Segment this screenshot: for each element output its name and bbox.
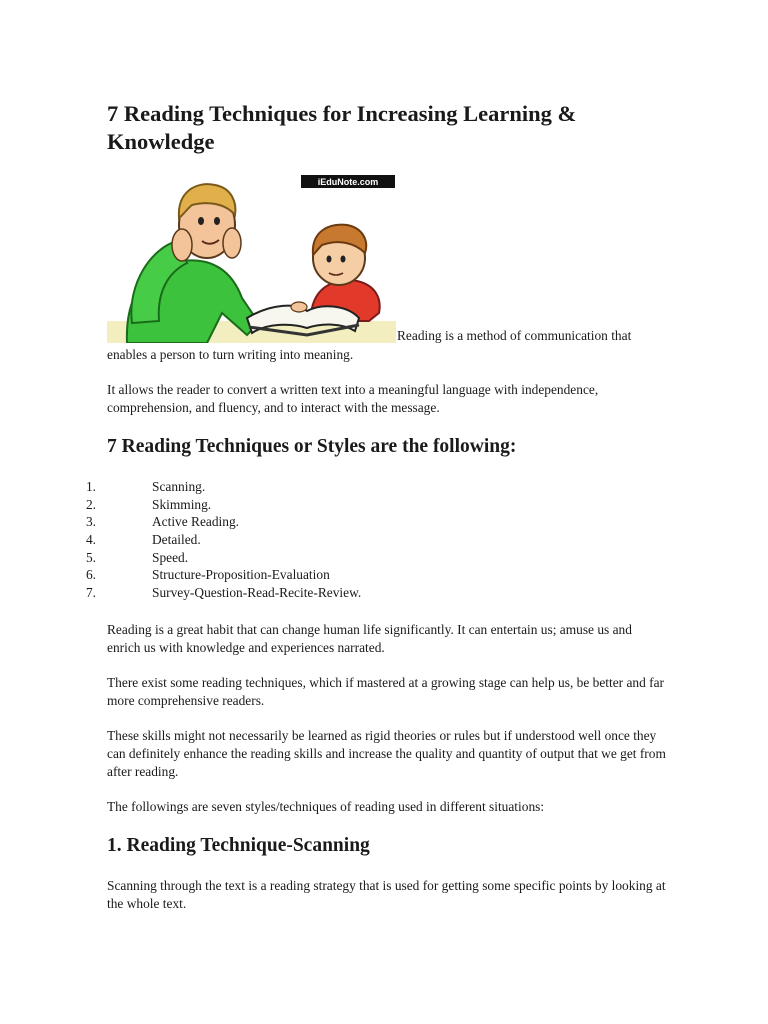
list-item-number: 4. — [85, 532, 96, 548]
list-item — [0, 566, 500, 584]
list-item — [0, 478, 500, 496]
list-item-number: 2. — [85, 496, 96, 512]
list-item — [0, 496, 500, 514]
paragraph-allows: It allows the reader to convert a written text into a meaningful language with independence, comprehension, and fluency, and to interact with the message. — [107, 382, 599, 415]
list-item — [0, 549, 500, 567]
techniques-list — [0, 478, 500, 602]
section-heading-scanning: 1. Reading Technique-Scanning — [107, 835, 370, 856]
paragraph-followings: The followings are seven styles/techniques of reading used in different situations: — [107, 799, 545, 814]
list-item-text: Survey-Question-Read-Recite-Review. — [152, 585, 362, 601]
paragraph-scanning: Scanning through the text is a reading strategy that is used for getting some specific points by looking at the whole text. — [107, 878, 666, 911]
list-item-text: Structure-Proposition-Evaluation — [152, 567, 330, 583]
list-item — [0, 513, 500, 531]
list-item-number: 3. — [85, 514, 96, 530]
page-title: 7 Reading Techniques for Increasing Learning & Knowledge — [107, 101, 577, 154]
list-item — [0, 531, 500, 549]
list-item-text: Speed. — [152, 549, 189, 565]
illustration-father-son-reading — [107, 173, 396, 343]
intro-text-start: Reading is a method of communication that — [397, 328, 632, 343]
list-item-number: 5. — [85, 549, 96, 565]
list-item-text: Detailed. — [152, 532, 201, 548]
list-item-text: Active Reading. — [152, 514, 240, 530]
intro-text-continued: enables a person to turn writing into meaning. — [107, 347, 354, 362]
list-item-number: 1. — [85, 479, 96, 494]
paragraph-skills: These skills might not necessarily be learned as rigid theories or rules but if understood well once they can definitely enhance the reading skills and increase the quality and quantity of output that we get from after reading. — [107, 728, 666, 779]
paragraph-techniques-exist: There exist some reading techniques, which if mastered at a growing stage can help us, be better and far more comprehensive readers. — [107, 675, 664, 708]
illustration-image — [107, 173, 396, 343]
list-item — [0, 584, 500, 602]
list-item-text: Scanning. — [152, 479, 206, 494]
list-heading: 7 Reading Techniques or Styles are the following: — [107, 436, 517, 457]
list-item-number: 6. — [85, 567, 96, 583]
list-item-number: 7. — [85, 585, 96, 601]
paragraph-habit: Reading is a great habit that can change human life significantly. It can entertain us; amuse us and enrich us with knowledge and experiences narrated. — [107, 622, 632, 655]
list-item-text: Skimming. — [152, 496, 212, 512]
watermark-text: iEduNote.com — [317, 177, 379, 187]
